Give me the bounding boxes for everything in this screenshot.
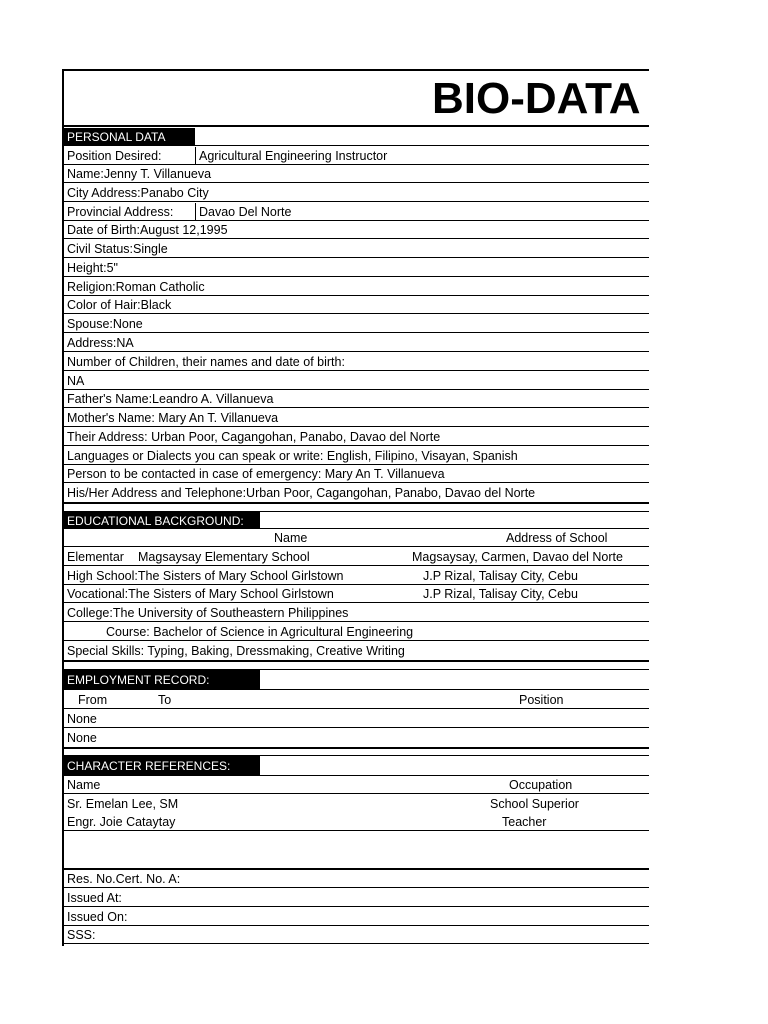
skills-field: Special Skills: Typing, Baking, Dressmaking, Creative Writing [67,644,405,658]
mother-row [64,409,649,427]
address-row [64,334,649,352]
sss-field: SSS: [67,928,96,942]
references-header-row [64,756,649,776]
employment-col-position: Position [519,693,564,707]
elementary-address: Magsaysay, Carmen, Davao del Norte [412,550,623,564]
res-no-field: Res. No.Cert. No. A: [67,872,181,886]
employment-row [64,710,649,728]
hair-row [64,296,649,314]
children-label-row [64,353,649,371]
title-divider [64,125,649,127]
employment-header-row [64,670,649,690]
elementary-level: Elementar [67,550,124,564]
birth-row [64,221,649,239]
address-field: Address:NA [67,336,134,350]
children-value-row [64,372,649,390]
employment-row-value: None [67,712,97,726]
reference-name: Sr. Emelan Lee, SM [67,797,179,811]
languages-row [64,447,649,465]
employment-col-to: To [158,693,172,707]
employment-columns-row [64,691,649,709]
father-row [64,390,649,408]
name-row [64,165,649,183]
position-row [64,147,649,165]
highschool-address: J.P Rizal, Talisay City, Cebu [423,569,578,583]
reference-name: Engr. Joie Cataytay [67,815,176,829]
employment-row [64,729,649,749]
mother-field: Mother's Name: Mary An T. Villanueva [67,411,279,425]
issued-at-row [64,889,649,907]
personal-header-row [64,128,649,146]
height-row [64,259,649,277]
employment-row-value: None [67,731,97,745]
name-field: Name:Jenny T. Villanueva [67,167,212,181]
their-address-row [64,428,649,446]
references-col-name: Name [67,778,101,792]
emergency-address-row [64,484,649,504]
reference-occupation: Teacher [502,815,547,829]
education-col-address: Address of School [506,531,608,545]
their-address-field: Their Address: Urban Poor, Cagangohan, Panabo, Davao del Norte [67,430,441,444]
birth-field: Date of Birth:August 12,1995 [67,223,228,237]
children-label: Number of Children, their names and date of birth: [67,355,345,369]
emergency-row [64,465,649,483]
city-address-field: City Address:Panabo City [67,186,209,200]
reference-row [64,795,649,813]
religion-field: Religion:Roman Catholic [67,280,205,294]
height-field: Height:5" [67,261,118,275]
issued-at-field: Issued At: [67,891,122,905]
education-header-row [64,512,649,529]
emergency-address-field: His/Her Address and Telephone:Urban Poor, Cagangohan, Panabo, Davao del Norte [67,486,536,500]
skills-row [64,642,649,662]
reference-row [64,813,649,831]
languages-field: Languages or Dialects you can speak or write: English, Filipino, Visayan, Spanish [67,449,518,463]
references-col-occupation: Occupation [509,778,573,792]
college-field: College:The University of Southeastern Philippines [67,606,349,620]
highschool-field: High School:The Sisters of Mary School Girlstown [67,569,344,583]
civil-status-field: Civil Status:Single [67,242,168,256]
page-title: BIO-DATA [432,74,641,123]
provincial-label: Provincial Address: [67,205,174,219]
vocational-row [64,585,649,603]
reference-occupation: School Superior [490,797,579,811]
section-header-personal: PERSONAL DATA [64,128,195,145]
section-header-education: EDUCATIONAL BACKGROUND: [64,512,260,528]
religion-row [64,278,649,296]
issued-on-field: Issued On: [67,910,128,924]
spouse-field: Spouse:None [67,317,143,331]
elementary-name: Magsaysay Elementary School [138,550,310,564]
emergency-field: Person to be contacted in case of emergency: Mary An T. Villanueva [67,467,445,481]
civil-status-row [64,240,649,258]
references-columns-row [64,776,649,794]
section-header-references: CHARACTER REFERENCES: [64,756,260,775]
references-blank-row [64,832,649,870]
elementary-row [64,548,649,566]
provincial-value: Davao Del Norte [195,203,649,220]
sss-row [64,926,649,944]
position-label: Position Desired: [67,149,162,163]
bio-data-sheet [62,69,649,946]
spouse-row [64,315,649,333]
course-field: Course: Bachelor of Science in Agricultural Engineering [106,625,414,639]
education-col-name: Name [274,531,308,545]
college-row [64,604,649,622]
highschool-row [64,567,649,585]
section-header-employment: EMPLOYMENT RECORD: [64,670,260,689]
employment-col-from: From [78,693,108,707]
provincial-row [64,203,649,221]
vocational-address: J.P Rizal, Talisay City, Cebu [423,587,578,601]
position-value: Agricultural Engineering Instructor [195,147,649,164]
vocational-field: Vocational:The Sisters of Mary School Girlstown [67,587,334,601]
children-value: NA [67,374,85,388]
education-columns-row [64,529,649,547]
issued-on-row [64,908,649,926]
course-row [64,623,649,641]
city-address-row [64,184,649,202]
hair-field: Color of Hair:Black [67,298,172,312]
father-field: Father's Name:Leandro A. Villanueva [67,392,274,406]
res-no-row [64,870,649,888]
